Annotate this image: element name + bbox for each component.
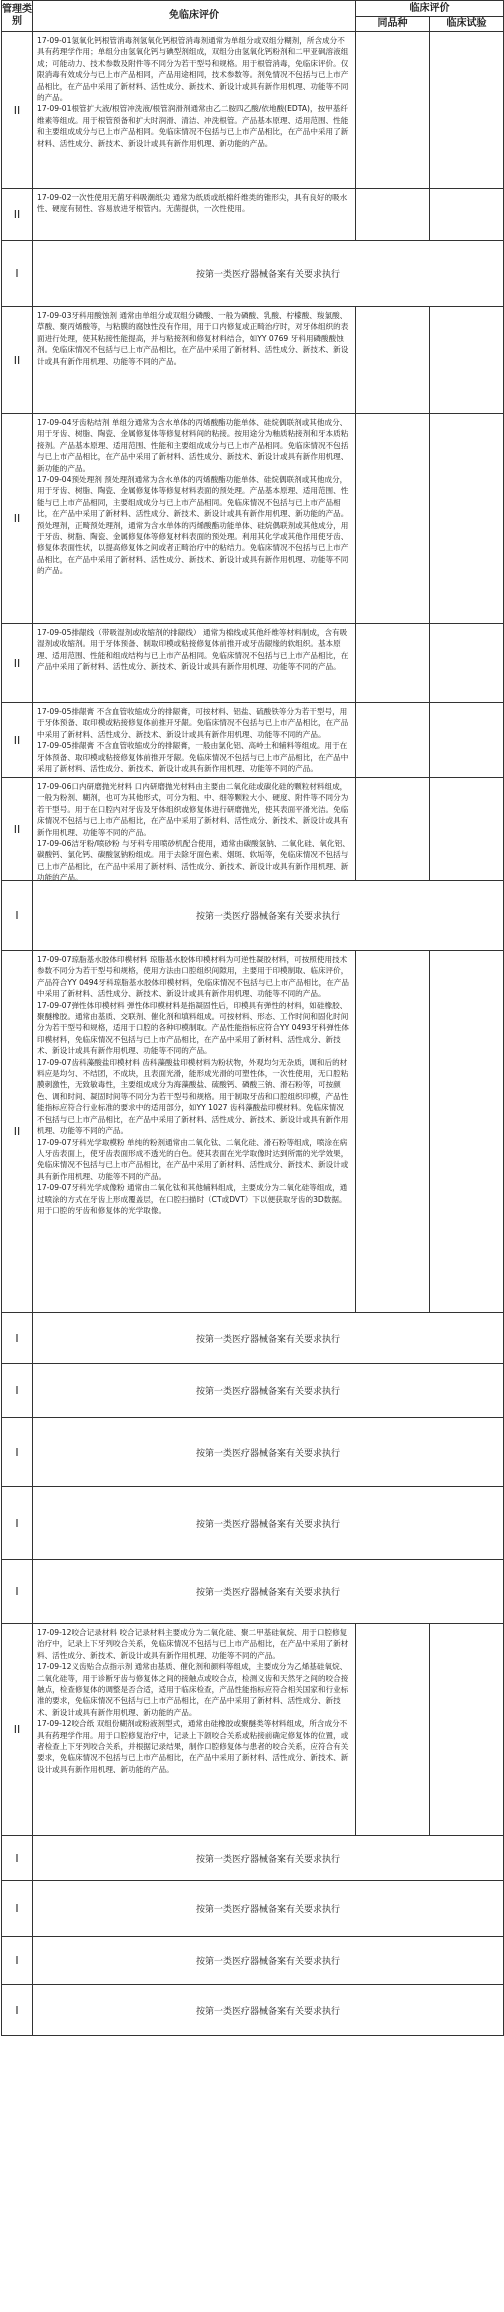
table-row xyxy=(2,189,504,241)
table-row xyxy=(2,1560,504,1624)
table-row xyxy=(2,703,504,778)
category-cell: I xyxy=(2,1881,33,1937)
first-class-filing-note: 按第一类医疗器械备案有关要求执行 xyxy=(33,1881,504,1937)
description-paragraph: 17-09-07琼脂基水胶体印模材料 琼脂基水胶体印模材料为可逆性凝胶材料，可按照使用技术参数不同分为若干型号和规格，使用方法由口腔组织间隙用，主要用于印模制取、临床评价，产品符合YY 0494牙科琼脂基水胶体印模材料，免临床情况不包括与已上市产品相比，在产品中采用了新材料、活性成分、新技术、新设计或具有新作用机理、功能等不同的产品。 xyxy=(37,955,349,999)
category-cell: I xyxy=(2,1985,33,2036)
same-variety-cell xyxy=(356,951,430,1313)
same-variety-cell xyxy=(356,32,430,189)
description-paragraph: 17-09-01氢氧化钙根管消毒剂氢氧化钙根管消毒剂通常为单组分或双组分糊剂，所含成分不具有药理学作用；单组分由氢氧化钙与碘型剂组成，双组分由氢氧化钙粉剂和二甲亚砜溶液组成；可能动力、技术参数及附件等不同分为若干型号和规格。用于根管消毒，免临床评价。仅限消毒有效成分与已上市产品相同，产品用途相同，技术参数等。剂免情况不包括与已上市产品相比，在产品中采用了新材料、活性成分、新技术、新设计或具有新作用机理、功能等不同的产品。 xyxy=(37,36,349,103)
category-cell: I xyxy=(2,1937,33,1985)
description-paragraph: 17-09-05排龈线（带吸湿剂或收缩剂的排龈线） 通常为棉线或其他纤维等材料制成，含有吸湿剂或收缩剂。用于牙体预备、制取印模或粘接修复体前推开或牙齿龈缘的软组织。基本原理、适用范围、性能和组成结构与已上市产品相同。免临床情况不包括与已上市产品相比，在产品中采用了新材料、活性成分、新技术、新设计或具有新作用机理、功能等不同的产品。 xyxy=(37,628,349,672)
exempt-description-cell xyxy=(33,624,356,703)
first-class-filing-note: 按第一类医疗器械备案有关要求执行 xyxy=(33,1364,504,1418)
first-class-filing-note: 按第一类医疗器械备案有关要求执行 xyxy=(33,1985,504,2036)
same-variety-cell xyxy=(356,778,430,881)
description-paragraph: 17-09-05排龈膏 不含血管收缩成分的排龈膏，可按材料、铝盐、硫酸铁等分为若干型号，用于牙体预备、取印模或粘接修复体前推开牙龈。免临床情况不包括与已上市产品相比，在产品中采用了新材料、活性成分、新技术、新设计或具有新作用机理、功能等不同的产品。 xyxy=(37,707,349,739)
table-row xyxy=(2,32,504,189)
same-variety-cell xyxy=(356,307,430,414)
header-clinical-trial: 临床试验 xyxy=(430,17,504,32)
table-row xyxy=(2,307,504,414)
clinical-trial-cell xyxy=(430,951,504,1313)
classification-table xyxy=(1,0,504,2036)
first-class-filing-note: 按第一类医疗器械备案有关要求执行 xyxy=(33,1937,504,1985)
description-paragraph: 17-09-04牙齿粘结剂 单组分通常为含水单体的丙烯酸酯功能单体、硅烷偶联剂或其他成分、用于牙齿、树脂、陶瓷、金属修复体等修复材料间的粘接。按用途分为釉质粘接剂和牙本质粘接剂。产品基本原理、适用范围、性能和主要组成成分与已上市产品相同。免临床情况不包括与已上市产品相比，在产品中采用了新材料、活性成分、新技术、新设计或具有新作用机理、新功能的产品。 xyxy=(37,418,349,473)
first-class-filing-note: 按第一类医疗器械备案有关要求执行 xyxy=(33,1313,504,1364)
table-row xyxy=(2,881,504,951)
clinical-trial-cell xyxy=(430,32,504,189)
exempt-description-cell xyxy=(33,307,356,414)
exempt-description-cell xyxy=(33,703,356,778)
category-cell: II xyxy=(2,624,33,703)
table-row xyxy=(2,1624,504,1836)
same-variety-cell xyxy=(356,624,430,703)
table-row xyxy=(2,1836,504,1881)
header-same-variety: 同品种 xyxy=(356,17,430,32)
description-paragraph: 17-09-02一次性使用无菌牙科吸潮纸尖 通常为纸质或纸棉纤维类的锥形尖，具有良好的吸水性、硬度有韧性、容易放进牙根管内。无菌提供，一次性使用。 xyxy=(37,193,348,214)
category-cell: I xyxy=(2,881,33,951)
exempt-description-cell xyxy=(33,189,356,241)
table-row xyxy=(2,1985,504,2036)
description-paragraph: 17-09-12咬合记录材料 咬合记录材料主要成分为二氧化硅、聚二甲基硅氧烷、用于口腔修复治疗中，记录上下牙列咬合关系，免临床情况不包括与已上市产品相比，在产品中采用了新材料、活性成分、新技术、新设计或具有新作用机理、功能等不同的产品。 xyxy=(37,1628,349,1660)
header-category: 管理类别 xyxy=(2,1,33,32)
category-cell: II xyxy=(2,32,33,189)
category-cell: II xyxy=(2,951,33,1313)
clinical-trial-cell xyxy=(430,189,504,241)
description-paragraph: 17-09-04预处理剂 预处理剂通常为含水单体的丙烯酸酯功能单体、硅烷偶联剂或其他成分，用于牙齿、树脂、陶瓷、金属修复体等修复材料表面的预处理。产品基本原理、适用范围、性能与已上市产品相同，主要组成成分与已上市产品相同。免临床情况不包括与已上市产品相比，在产品中采用了新材料、活性成分、新技术、新设计或具有新作用机理、新功能的产品。预处理剂，正畸预处理剂，通常为含水单体的丙烯酸酯功能单体、硅烷偶联剂或其他成分，用于牙齿、树脂、陶瓷、金属修复体等修复材料表面的预处理。利用其化学或其他作用使牙齿、修复体表面性状，以提高修复体之间或者正畸治疗中的粘结力。免临床情况不包括与已上市产品相比，在产品中采用了新材料、活性成分、新技术、新设计或具有新作用机理、功能等不同的产品。 xyxy=(37,475,349,576)
description-paragraph: 17-09-01根管扩大液/根管冲洗液/根管润滑剂通常由乙二胺四乙酸/依地酸(EDTA)，按甲基纤维素等组成。用于根管预备和扩大时润滑、清洁、冲洗根管。产品基本原理、适用范围、性能和主要组成成分与已上市产品相同。免临床情况不包括与已上市产品相比，在产品中采用了新材料、活性成分、新技术、新设计或具有新作用机理、新功能的产品。 xyxy=(37,104,349,148)
clinical-trial-cell xyxy=(430,778,504,881)
first-class-filing-note: 按第一类医疗器械备案有关要求执行 xyxy=(33,1418,504,1487)
table-row xyxy=(2,951,504,1313)
category-cell: I xyxy=(2,1313,33,1364)
exempt-description-cell xyxy=(33,1624,356,1836)
table-row xyxy=(2,1881,504,1937)
table-row xyxy=(2,241,504,307)
description-paragraph: 17-09-06洁牙粉/喷砂粉 与牙科专用喷砂机配合使用，通常由碳酸氢钠、二氧化硅、氧化铝、碳酸钙、氯化钙、碳酸氢钠粉组成。用于去除牙面色素、烟斑、软垢等，免临床情况不包括与已上市产品相比，在产品中采用了新材料、活性成分、新技术、新设计或具有新作用机理、新功能的产品。 xyxy=(37,839,350,883)
first-class-filing-note: 按第一类医疗器械备案有关要求执行 xyxy=(33,241,504,307)
first-class-filing-note: 按第一类医疗器械备案有关要求执行 xyxy=(33,1836,504,1881)
category-cell: I xyxy=(2,241,33,307)
exempt-description-cell xyxy=(33,951,356,1313)
header-exempt-clinical: 免临床评价 xyxy=(33,1,356,32)
first-class-filing-note: 按第一类医疗器械备案有关要求执行 xyxy=(33,881,504,951)
table-row xyxy=(2,1418,504,1487)
description-paragraph: 17-09-07牙科光学成像粉 通常由二氧化钛和其他辅料组成，主要成分为二氧化硅等组成，通过喷涂的方式在牙齿上形成覆盖层，在口腔扫描时（CT或DVT）下以便获取牙齿的3D数据。用于口腔的牙齿和修复体的光学取像。 xyxy=(37,1183,348,1215)
header-clinical-evaluation: 临床评价 xyxy=(356,1,504,17)
category-cell: II xyxy=(2,703,33,778)
description-paragraph: 17-09-07弹性体印模材料 弹性体印模材料是指凝固性后，印模具有弹性的材料，如硅橡胶、聚醚橡胶。通常由基质、交联剂、催化剂和填料组成。可按材料、形态、工作时间和固化时间分为若干型号和规格，适用于口腔的各种印模制取。产品性能指标应符合YY 0493牙科弹性体印模材料，免临床情况不包括与已上市产品相比，在产品中采用了新材料、活性成分、新技术、新设计或具有新作用机理、功能等不同的产品。 xyxy=(37,1000,349,1056)
description-paragraph: 17-09-12义齿贴合点指示剂 通常由基质、催化剂和颜料等组成，主要成分为乙烯基硅氧烷、二氧化硅等，用于诊断牙齿与修复体之间的接触点或咬合点，检测义齿和天然牙之间的咬合接触点，检查修复体的调整是否合适，适用于临床检查，产品性能指标应符合相关国家和行业标准的要求，免临床情况不包括与已上市产品相比，在产品中采用了新材料、活性成分、新技术、新设计或具有新作用机理、新功能的产品。 xyxy=(37,1662,349,1717)
clinical-trial-cell xyxy=(430,1624,504,1836)
exempt-description-cell xyxy=(33,414,356,624)
category-cell: I xyxy=(2,1418,33,1487)
clinical-trial-cell xyxy=(430,624,504,703)
description-paragraph: 17-09-07齿科藻酸盐印模材料 齿科藻酸盐印模材料为粉状物，外观均匀无杂质，调和后的材料应是均匀、不结团，不成块，且表面光滑，能形成光滑的可塑性体，一次性使用，无口腔粘膜刺激性，无致敏毒性，主要组成成分为海藻酸盐、硫酸钙、磷酸三钠、滑石粉等，可按颜色、调和时间、凝固时间等不同分为若干型号和规格。用于制取牙齿和口腔组织印模，产品性能指标应符合行业标准的要求中的适用部分，如YY 1027 齿科藻酸盐印模材料。免临床情况不包括与已上市产品相比，在产品中采用了新材料、活性成分、新技术、新设计或具有新作用机理、功能等不同的产品。 xyxy=(37,1057,349,1136)
description-paragraph: 17-09-05排龈膏 不含血管收缩成分的排龈膏，一般由氯化铝、高岭土和辅料等组成。用于在牙体预备、取印模或粘接修复体前推开牙龈。免临床情况不包括与已上市产品相比，在产品中采用了新材料、活性成分、新技术、新设计或具有新作用机理、功能等不同的产品。 xyxy=(37,741,349,774)
table-row xyxy=(2,1364,504,1418)
category-cell: II xyxy=(2,1624,33,1836)
category-cell: II xyxy=(2,414,33,624)
category-cell: I xyxy=(2,1364,33,1418)
first-class-filing-note: 按第一类医疗器械备案有关要求执行 xyxy=(33,1560,504,1624)
description-paragraph: 17-09-07牙科光学取模粉 单纯的粉剂通常由二氧化钛、二氧化硅、滑石粉等组成，喷涂在病人牙齿表面上，使牙齿表面形成不透光的白色。使其表面在光学取像时达到所需的光学效果，免临床情况不包括与已上市产品相比，在产品中采用了新材料、活性成分、新技术、新设计或具有新作用机理、功能等不同的产品。 xyxy=(37,1137,349,1181)
category-cell: I xyxy=(2,1836,33,1881)
table-row xyxy=(2,1487,504,1560)
table-row xyxy=(2,1313,504,1364)
category-cell: I xyxy=(2,1487,33,1560)
same-variety-cell xyxy=(356,189,430,241)
table-row xyxy=(2,1937,504,1985)
first-class-filing-note: 按第一类医疗器械备案有关要求执行 xyxy=(33,1487,504,1560)
category-cell: I xyxy=(2,1560,33,1624)
exempt-description-cell xyxy=(33,778,356,881)
category-cell: II xyxy=(2,189,33,241)
same-variety-cell xyxy=(356,703,430,778)
description-paragraph: 17-09-03牙科用酸蚀剂 通常由单组分或双组分磷酸、一般为磷酸、乳酸、柠檬酸、羧氯酸、草酸、聚丙烯酸等，与粘膜的腐蚀性没有作用，用于口内修复或正畸治疗时，对牙体组织的表面进行处理，使其粘接性能提高，并与粘接剂和修复材料结合，如YY 0769 牙科用磷酸酸蚀剂。免临床情况不包括与已上市产品相比，在产品中采用了新材料、活性成分、新技术、新设计或具有新作用机理、功能等不同的产品。 xyxy=(37,311,349,366)
clinical-trial-cell xyxy=(430,414,504,624)
table-row xyxy=(2,624,504,703)
category-cell: II xyxy=(2,307,33,414)
same-variety-cell xyxy=(356,1624,430,1836)
clinical-trial-cell xyxy=(430,703,504,778)
same-variety-cell xyxy=(356,414,430,624)
clinical-trial-cell xyxy=(430,307,504,414)
table-row xyxy=(2,414,504,624)
exempt-description-cell xyxy=(33,32,356,189)
table-row xyxy=(2,778,504,881)
description-paragraph: 17-09-06口内研磨抛光材料 口内研磨抛光材料由主要由二氧化硅或碳化硅的颗粒材料组成，一般为粉剂、糊剂，也可为其他形式，可分为粗、中、细等颗粒大小、硬度、附件等不同分为若干型号。用于在口腔内对牙齿及牙体组织或修复体进行研磨抛光，使其表面平滑光洁。免临床情况不包括与已上市产品相比，在产品中采用了新材料、活性成分、新技术、新设计或具有新作用机理、功能等不同的产品。 xyxy=(37,782,349,837)
category-cell: II xyxy=(2,778,33,881)
description-paragraph: 17-09-12咬合纸 双组份糊剂或粉液剂型式，通常由硅橡胶或聚醚类等材料组成，所含成分不具有药理学作用。用于口腔修复治疗中，记录上下颌咬合关系或粘接前确定修复体的位置，或者检查上下牙列咬合关系，并根据记录结果，制作口腔修复体与患者的咬合关系，应符合有关要求，免临床情况不包括与已上市产品相比，在产品中采用了新材料、活性成分、新技术、新设计或具有新作用机理、新功能的产品。 xyxy=(37,1719,349,1774)
